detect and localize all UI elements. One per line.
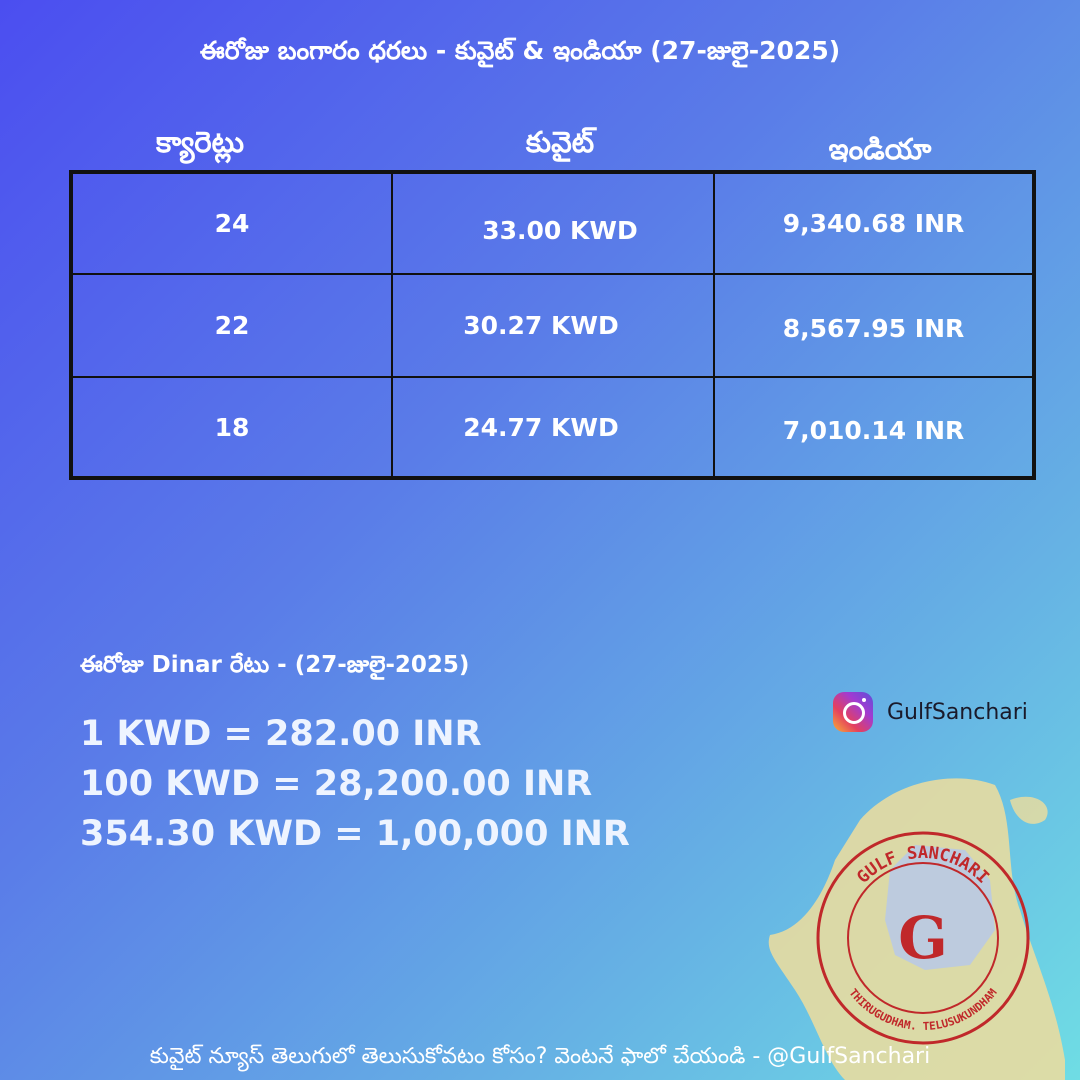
dinar-rate-title: ఈరోజు Dinar రేటు - (27-జులై-2025) <box>80 652 470 678</box>
table-row <box>71 376 1034 478</box>
india-price-cell: 8,567.95 INR <box>713 273 1034 378</box>
instagram-handle-label: GulfSanchari <box>887 699 1028 725</box>
kuwait-price-cell: 30.27 KWD <box>391 273 715 378</box>
table-row <box>71 273 1034 378</box>
instagram-handle[interactable] <box>833 692 1028 732</box>
table-row <box>71 172 1034 275</box>
page-title: ఈరోజు బంగారం ధరలు - కువైట్ & ఇండియా (27-జులై-2025) <box>199 36 841 65</box>
gulf-sanchari-logo <box>765 760 1080 1080</box>
kuwait-price-cell: 24.77 KWD <box>391 376 715 478</box>
carat-cell: 22 <box>71 273 393 378</box>
dinar-rate-line: 354.30 KWD = 1,00,000 INR <box>80 814 630 854</box>
instagram-icon <box>833 692 873 732</box>
header-carats: క్యారెట్లు <box>155 125 245 159</box>
logo-bottom-text: THIRUGUDHAM. TELUSUKUNDHAM <box>846 986 1000 1034</box>
dinar-rate-line: 1 KWD = 282.00 INR <box>80 714 482 754</box>
logo-top-text: GULF SANCHARI <box>853 843 993 888</box>
header-india: ఇండియా <box>828 132 932 166</box>
carat-cell: 18 <box>71 376 393 478</box>
footer-text: కువైట్ న్యూస్ తెలుగులో తెలుసుకోవటం కోసం? వెంటనే ఫాలో చేయండి - @GulfSanchari <box>149 1044 931 1069</box>
carat-cell: 24 <box>71 172 393 275</box>
header-kuwait: కువైట్ <box>525 125 595 159</box>
dinar-rate-line: 100 KWD = 28,200.00 INR <box>80 764 593 804</box>
gold-rates-table <box>69 170 1036 480</box>
kuwait-price-cell: 33.00 KWD <box>391 172 715 275</box>
india-price-cell: 9,340.68 INR <box>713 172 1034 275</box>
logo-letter: G <box>898 904 948 972</box>
india-price-cell: 7,010.14 INR <box>713 376 1034 478</box>
